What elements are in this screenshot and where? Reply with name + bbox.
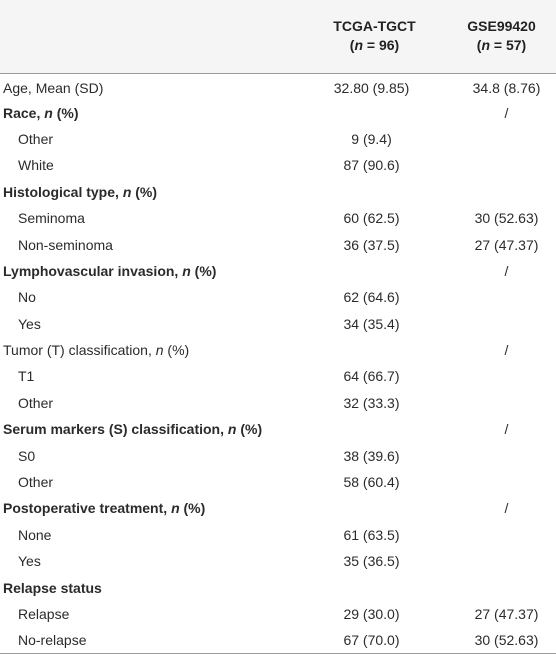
- gse-value: [447, 179, 556, 205]
- table-row: [0, 522, 556, 548]
- tcga-value: 67 (70.0): [343, 632, 400, 649]
- tcga-value: 60 (62.5): [343, 210, 400, 227]
- tcga-value: [302, 179, 447, 205]
- table-row: [0, 601, 556, 627]
- table-body: [0, 73, 556, 654]
- table-row: [0, 390, 556, 416]
- row-label: Race, n (%): [3, 104, 79, 121]
- tcga-value: 87 (90.6): [343, 157, 400, 174]
- tcga-value: [302, 495, 447, 521]
- gse-value: /: [504, 500, 509, 517]
- table-row: [0, 258, 556, 284]
- gse-value: 30 (52.63): [474, 632, 539, 649]
- tcga-value: [302, 416, 447, 442]
- table-row: [0, 205, 556, 231]
- table-row: [0, 73, 556, 99]
- header-tcga-n: (n = 96): [349, 37, 400, 54]
- row-label: Non-seminoma: [18, 236, 113, 253]
- table-row: [0, 99, 556, 125]
- tcga-value: 32 (33.3): [343, 394, 400, 411]
- table-row: [0, 311, 556, 337]
- row-label: No: [18, 289, 36, 306]
- tcga-value: [302, 337, 447, 363]
- gse-value: [447, 522, 556, 548]
- tcga-value: 29 (30.0): [343, 606, 400, 622]
- table-row: [0, 363, 556, 389]
- tcga-value: 35 (36.5): [343, 553, 400, 570]
- tcga-value: 62 (64.6): [343, 289, 400, 306]
- row-label: Age, Mean (SD): [3, 79, 104, 96]
- header-row: [0, 0, 556, 73]
- table-row: [0, 416, 556, 442]
- gse-value: [447, 574, 556, 600]
- row-label: Seminoma: [18, 210, 85, 227]
- gse-value: [447, 469, 556, 495]
- row-label: Postoperative treatment, n (%): [3, 500, 206, 517]
- gse-value: 27 (47.37): [474, 236, 539, 253]
- table-row: [0, 152, 556, 178]
- table-row: [0, 231, 556, 257]
- gse-value: [447, 152, 556, 178]
- table-row: [0, 627, 556, 653]
- gse-value: [447, 284, 556, 310]
- tcga-value: 58 (60.4): [343, 474, 400, 491]
- row-label: T1: [18, 368, 35, 385]
- table-row: [0, 337, 556, 363]
- tcga-value: 32.80 (9.85): [333, 79, 410, 96]
- gse-value: [447, 311, 556, 337]
- row-label: Serum markers (S) classification, n (%): [3, 421, 263, 438]
- table-row: [0, 574, 556, 600]
- row-label: Relapse status: [3, 579, 102, 596]
- header-gse-n: (n = 57): [476, 37, 527, 54]
- row-label: Yes: [18, 315, 41, 332]
- table-header: [0, 0, 556, 73]
- tcga-value: 38 (39.6): [343, 447, 400, 464]
- row-label: Relapse: [18, 606, 70, 622]
- gse-value: 27 (47.37): [474, 606, 539, 622]
- gse-value: /: [504, 104, 509, 121]
- gse-value: /: [504, 342, 509, 359]
- gse-value: [447, 363, 556, 389]
- gse-value: [447, 548, 556, 574]
- header-tcga-title: TCGA-TGCT: [333, 18, 416, 35]
- gse-value: /: [504, 262, 509, 279]
- row-label: Lymphovascular invasion, n (%): [3, 262, 217, 279]
- row-label: None: [18, 526, 52, 543]
- header-gse-title: GSE99420: [467, 18, 536, 35]
- header-gse: [447, 0, 556, 73]
- table-row: [0, 442, 556, 468]
- tcga-value: 64 (66.7): [343, 368, 400, 385]
- table-row: [0, 126, 556, 152]
- row-label: Other: [18, 130, 54, 147]
- tcga-value: [302, 574, 447, 600]
- row-label: Other: [18, 474, 54, 491]
- gse-value: 30 (52.63): [474, 210, 539, 227]
- table-row: [0, 179, 556, 205]
- tcga-value: 36 (37.5): [343, 236, 400, 253]
- table-row: [0, 284, 556, 310]
- tcga-value: [302, 258, 447, 284]
- gse-value: 34.8 (8.76): [472, 79, 541, 96]
- gse-value: [447, 390, 556, 416]
- row-label: White: [18, 157, 54, 174]
- row-label: S0: [18, 447, 36, 464]
- gse-value: [447, 126, 556, 152]
- tcga-value: 34 (35.4): [343, 315, 400, 332]
- gse-value: /: [504, 421, 509, 438]
- row-label: Other: [18, 394, 54, 411]
- row-label: Histological type, n (%): [3, 183, 158, 200]
- row-label: Yes: [18, 553, 41, 570]
- tcga-value: 9 (9.4): [351, 130, 392, 147]
- row-label: Tumor (T) classification, n (%): [3, 342, 190, 359]
- tcga-value: [302, 99, 447, 125]
- header-empty-cell: [0, 0, 302, 73]
- header-tcga: [302, 0, 447, 73]
- table-row: [0, 469, 556, 495]
- gse-value: [447, 442, 556, 468]
- row-label: No-relapse: [18, 632, 87, 649]
- table-row: [0, 495, 556, 521]
- table-row: [0, 548, 556, 574]
- tcga-value: 61 (63.5): [343, 526, 400, 543]
